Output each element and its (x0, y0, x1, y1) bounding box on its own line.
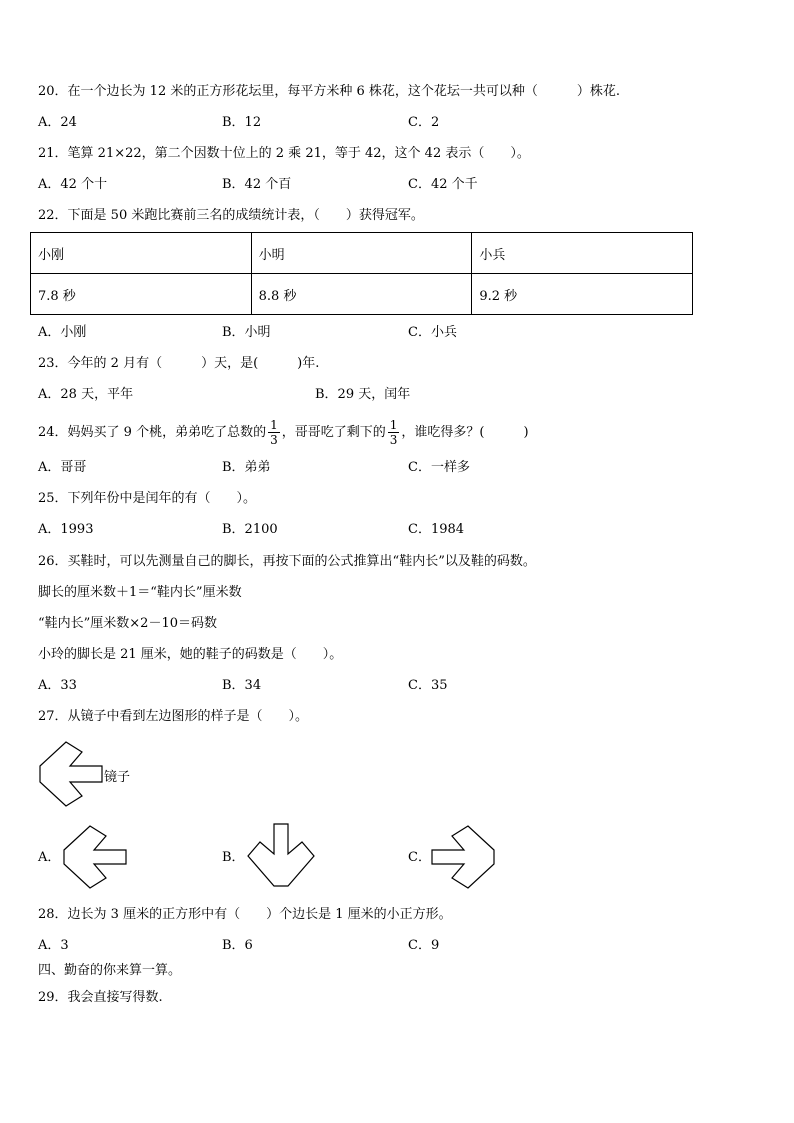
q23-option-a[interactable]: A．28 天，平年 (38, 387, 134, 402)
original-shape (40, 742, 102, 806)
q20-option-c[interactable]: C．2 (408, 115, 440, 130)
q27-option-c[interactable]: C． (408, 850, 431, 865)
q24-option-a[interactable]: A．哥哥 (38, 460, 87, 475)
q22-option-c[interactable]: C．小兵 (408, 325, 457, 340)
question-21-text: 21．笔算 21×22，第二个因数十位上的 2 乘 21，等于 42，这个 42 表示（ ）。 (38, 146, 530, 161)
q24-text-part1: 24．妈妈买了 9 个桃，弟弟吃了总数的 (38, 425, 267, 440)
q26-option-c[interactable]: C．35 (408, 678, 448, 693)
q21-option-b[interactable]: B．42 个百 (222, 177, 292, 192)
option-b-shape (248, 824, 314, 886)
formula-shoe-length: 脚长的厘米数＋1＝“鞋内长”厘米数 (38, 585, 242, 600)
fraction-one-third: $\frac{1}{3}$ (270, 418, 278, 447)
option-c-shape-figure[interactable] (428, 822, 498, 892)
q23-option-b[interactable]: B．29 天，闰年 (315, 387, 411, 402)
option-a-shape-figure[interactable] (60, 822, 130, 892)
q24-text-part2: ，哥哥吃了剩下的 (281, 425, 386, 440)
q28-option-b[interactable]: B．6 (222, 938, 253, 953)
mirror-label: 镜子 (104, 770, 131, 785)
q20-option-a[interactable]: A．24 (38, 115, 77, 130)
question-26-text: 26．买鞋时，可以先测量自己的脚长，再按下面的公式推算出“鞋内长”以及鞋的码数。 (38, 554, 536, 569)
question-26-prompt: 小玲的脚长是 21 厘米，她的鞋子的码数是（ ）。 (38, 647, 343, 662)
q24-text-part3: ，谁吃得多？( ) (401, 425, 529, 440)
name-cell: 小刚 (31, 233, 252, 274)
q28-option-c[interactable]: C．9 (408, 938, 440, 953)
q28-option-a[interactable]: A．3 (38, 938, 69, 953)
q21-option-a[interactable]: A．42 个十 (38, 177, 108, 192)
fraction-one-third: $\frac{1}{3}$ (389, 418, 398, 447)
race-results-table (30, 232, 693, 315)
time-cell: 8.8 秒 (251, 274, 472, 315)
question-20-text: 20．在一个边长为 12 米的正方形花坛里，每平方米种 6 株花，这个花坛一共可以种（ ）株花. (38, 84, 621, 99)
question-25-text: 25．下列年份中是闰年的有（ ）。 (38, 491, 257, 506)
option-c-shape (432, 826, 494, 888)
q27-option-b[interactable]: B． (222, 850, 245, 865)
q26-option-b[interactable]: B．34 (222, 678, 262, 693)
question-24-text (38, 418, 529, 447)
option-a-shape (64, 826, 126, 888)
q21-option-c[interactable]: C．42 个千 (408, 177, 478, 192)
q24-option-c[interactable]: C．一样多 (408, 460, 470, 475)
q24-option-b[interactable]: B．弟弟 (222, 460, 271, 475)
time-cell: 7.8 秒 (31, 274, 252, 315)
q20-option-b[interactable]: B．12 (222, 115, 262, 130)
original-shape-figure (36, 738, 106, 810)
question-23-text: 23．今年的 2 月有（ ）天，是( )年. (38, 356, 320, 371)
formula-shoe-size: “鞋内长”厘米数×2－10＝码数 (38, 616, 217, 631)
time-cell: 9.2 秒 (472, 274, 693, 315)
q25-option-c[interactable]: C．1984 (408, 522, 465, 537)
question-27-text: 27．从镜子中看到左边图形的样子是（ ）。 (38, 709, 309, 724)
table-row-names (31, 233, 693, 274)
q27-option-a[interactable]: A． (38, 850, 61, 865)
question-22-text: 22．下面是 50 米跑比赛前三名的成绩统计表，（ ）获得冠军。 (38, 208, 424, 223)
question-29-text: 29．我会直接写得数. (38, 990, 163, 1005)
section-4-title: 四、勤奋的你来算一算。 (38, 963, 182, 978)
q25-option-b[interactable]: B．2100 (222, 522, 278, 537)
question-28-text: 28．边长为 3 厘米的正方形中有（ ）个边长是 1 厘米的小正方形。 (38, 907, 452, 922)
table-row-times (31, 274, 693, 315)
q22-option-b[interactable]: B．小明 (222, 325, 271, 340)
q25-option-a[interactable]: A．1993 (38, 522, 94, 537)
name-cell: 小兵 (472, 233, 693, 274)
q26-option-a[interactable]: A．33 (38, 678, 77, 693)
option-b-shape-figure[interactable] (244, 822, 318, 890)
q22-option-a[interactable]: A．小刚 (38, 325, 87, 340)
name-cell: 小明 (251, 233, 472, 274)
